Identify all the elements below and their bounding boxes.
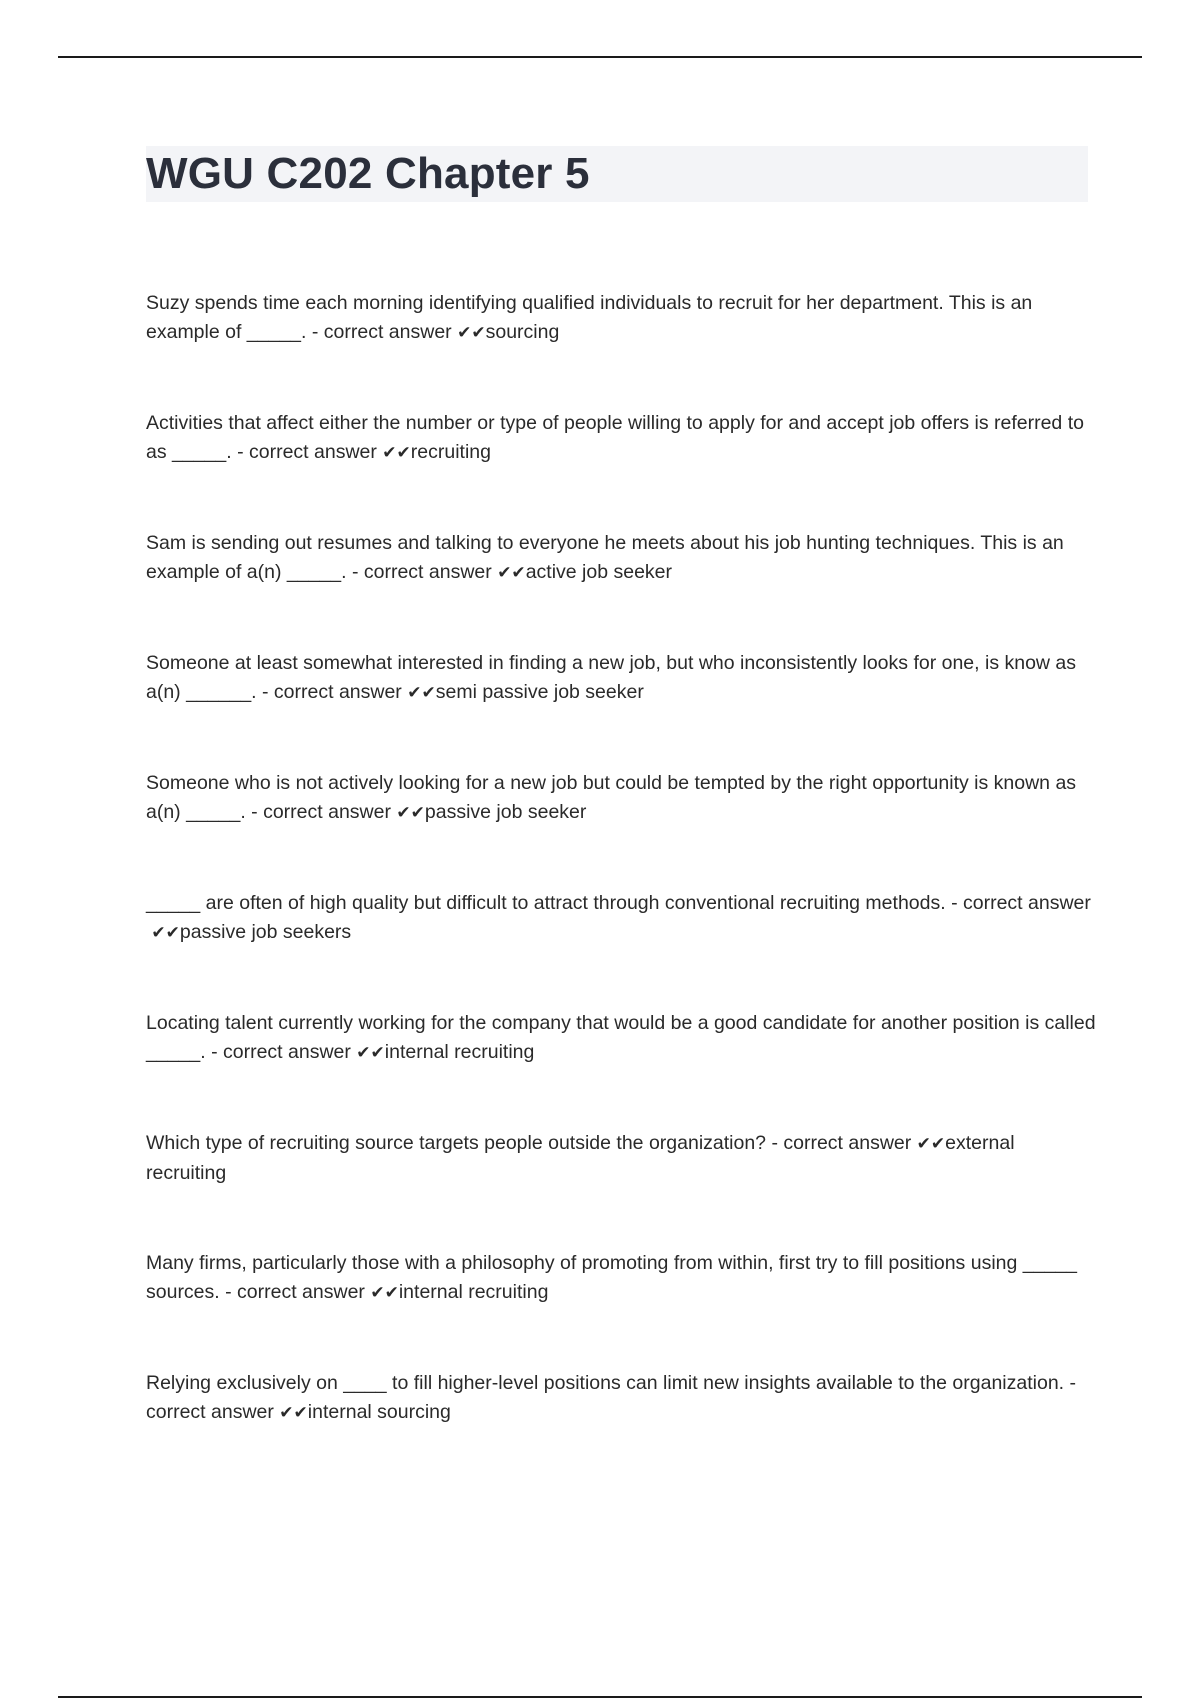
answer-label: - correct answer: [311, 321, 452, 343]
answer-text: internal sourcing: [307, 1401, 451, 1423]
answer-text: sourcing: [485, 321, 560, 343]
double-check-icon: ✔✔: [151, 923, 180, 943]
double-check-icon: ✔✔: [279, 1403, 308, 1423]
qa-item: [146, 1009, 1096, 1069]
answer-text: recruiting: [410, 441, 491, 463]
question-text: Relying exclusively on ____ to fill higher-level positions can limit new insights available to the organization.: [146, 1372, 1065, 1394]
title-band: [146, 146, 1088, 202]
question-text: Activities that affect either the number or type of people willing to apply for and accept job offers is referred to as _____.: [146, 412, 1084, 463]
double-check-icon: ✔✔: [916, 1134, 946, 1154]
question-text: Which type of recruiting source targets people outside the organization?: [146, 1132, 767, 1154]
double-check-icon: ✔✔: [382, 443, 411, 463]
qa-list: [146, 289, 1096, 1489]
page-bottom-rule: [58, 1696, 1142, 1698]
question-text: Many firms, particularly those with a philosophy of promoting from within, first try to fill positions using _____ sources.: [146, 1252, 1077, 1303]
qa-item: [146, 889, 1096, 949]
double-check-icon: ✔✔: [356, 1043, 385, 1063]
question-text: Sam is sending out resumes and talking to everyone he meets about his job hunting techniques. This is an example of a(n) _____.: [146, 532, 1064, 583]
double-check-icon: ✔✔: [407, 683, 436, 703]
answer-label: - correct answer: [251, 801, 391, 823]
double-check-icon: ✔✔: [370, 1283, 399, 1303]
page-top-rule: [58, 56, 1142, 58]
qa-item: [146, 289, 1096, 349]
question-text: _____ are often of high quality but difficult to attract through conventional recruiting methods.: [146, 892, 946, 914]
answer-text: external recruiting: [146, 1132, 1015, 1184]
question-text: Someone at least somewhat interested in finding a new job, but who inconsistently looks for one, is know as a(n) ______.: [146, 652, 1077, 703]
qa-item: [146, 529, 1096, 589]
answer-label: - correct answer: [351, 561, 492, 583]
qa-item: [146, 409, 1096, 469]
answer-label: - correct answer: [951, 892, 1091, 914]
answer-label: - correct answer: [146, 1372, 1077, 1423]
answer-text: passive job seeker: [424, 801, 587, 823]
question-text: Someone who is not actively looking for a new job but could be tempted by the right opportunity is known as a(n) _____.: [146, 772, 1077, 823]
qa-item: [146, 769, 1096, 829]
qa-item: [146, 1369, 1096, 1429]
answer-label: - correct answer: [225, 1281, 365, 1303]
answer-label: - correct answer: [771, 1132, 912, 1154]
answer-label: - correct answer: [262, 681, 402, 703]
answer-text: internal recruiting: [384, 1041, 535, 1063]
qa-item: [146, 1249, 1096, 1309]
answer-text: passive job seekers: [179, 921, 352, 943]
answer-text: internal recruiting: [398, 1281, 549, 1303]
page-title: WGU C202 Chapter 5: [146, 149, 590, 198]
question-text: Locating talent currently working for the company that would be a good candidate for another position is called _____.: [146, 1012, 1096, 1063]
double-check-icon: ✔✔: [396, 803, 425, 823]
answer-text: active job seeker: [525, 561, 673, 583]
double-check-icon: ✔✔: [457, 323, 486, 343]
question-text: Suzy spends time each morning identifying qualified individuals to recruit for her department. This is an example of _____.: [146, 292, 1033, 343]
double-check-icon: ✔✔: [497, 563, 526, 583]
qa-item: [146, 1129, 1096, 1189]
answer-text: semi passive job seeker: [435, 681, 644, 703]
qa-item: [146, 649, 1096, 709]
answer-label: - correct answer: [237, 441, 377, 463]
answer-label: - correct answer: [211, 1041, 351, 1063]
